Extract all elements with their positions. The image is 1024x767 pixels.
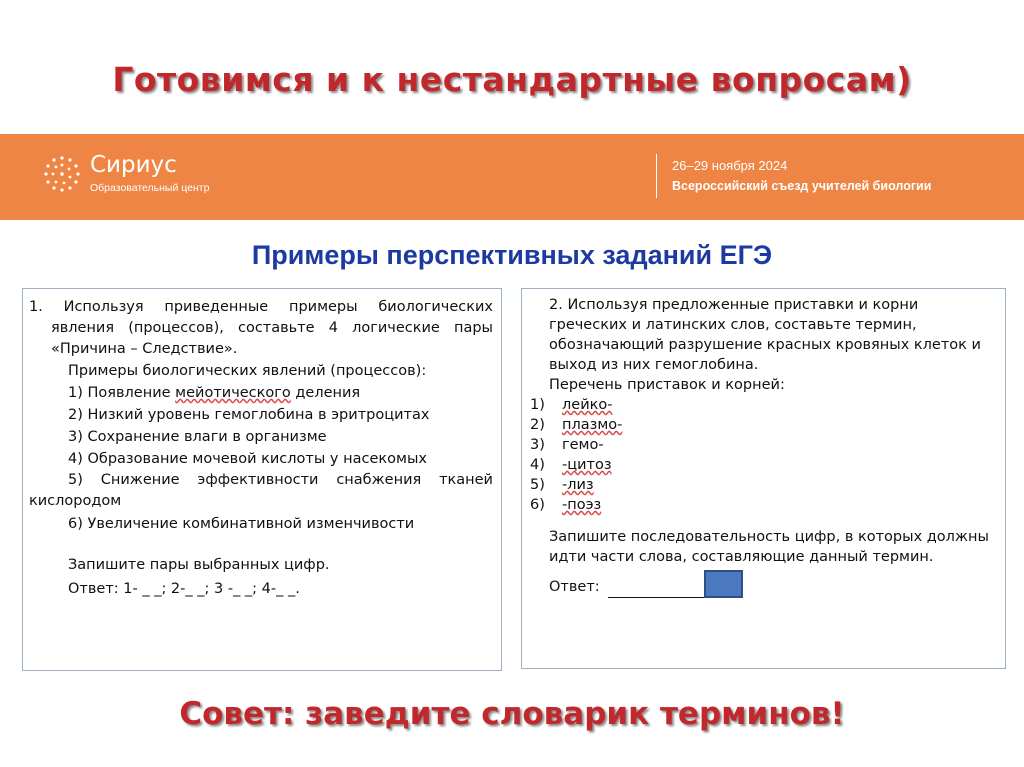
task-2-line: обозначающий разрушение красных кровяных клеток и: [549, 337, 981, 353]
task-2-answer-label: Ответ:: [549, 579, 600, 595]
task-1-item: 4) Образование мочевой кислоты у насекомых: [68, 451, 427, 467]
task-1-item: 5) Снижение эффективности снабжения тканей: [68, 472, 493, 488]
task-2-instruction: Запишите последовательность цифр, в которых должны: [549, 529, 989, 545]
event-name: Всероссийский съезд учителей биологии: [672, 179, 932, 193]
answer-blank-line: [608, 597, 716, 598]
sirius-logo-icon: [42, 154, 82, 194]
task-1-item: 3) Сохранение влаги в организме: [68, 429, 327, 445]
task-2-item-number: 4): [530, 457, 545, 473]
task-2-item-number: 2): [530, 417, 545, 433]
sirius-banner: [0, 134, 1024, 220]
task-2-item-number: 1): [530, 397, 545, 413]
task-2-item-number: 5): [530, 477, 545, 493]
task-1-box: [22, 288, 502, 671]
task-1-line: 1. Используя приведенные примеры биологических: [29, 299, 493, 315]
logo-subtitle: Образовательный центр: [90, 182, 210, 194]
task-2-line: греческих и латинских слов, составьте термин,: [549, 317, 917, 333]
task-2-box: [521, 288, 1006, 669]
task-2-item-text: плазмо-: [562, 417, 623, 433]
task-2-line: выход из них гемоглобина.: [549, 357, 759, 373]
task-1-item: [68, 383, 360, 403]
task-1-item: 2) Низкий уровень гемоглобина в эритроцитах: [68, 407, 430, 423]
task-2-line: 2. Используя предложенные приставки и корни: [549, 297, 919, 313]
task-2-item-text: -лиз: [562, 477, 594, 493]
event-date: 26–29 ноября 2024: [672, 158, 788, 173]
task-1-item: 6) Увеличение комбинативной изменчивости: [68, 516, 415, 532]
task-1-item-underlined: мейотического: [175, 385, 291, 401]
task-1-subheading: Примеры биологических явлений (процессов):: [68, 363, 427, 379]
task-1-item-text: деления: [290, 385, 361, 401]
task-2-item-number: 3): [530, 437, 545, 453]
task-2-item-text: лейко-: [562, 397, 613, 413]
answer-box: [704, 570, 743, 598]
task-2-item-text: -цитоз: [562, 457, 612, 473]
task-1-item: кислородом: [29, 493, 122, 509]
task-1-item-text: 1) Появление: [68, 385, 176, 401]
tip-title: Совет: заведите словарик терминов!: [179, 696, 845, 732]
task-2-item-text: гемо-: [562, 437, 604, 453]
slide-heading: Примеры перспективных заданий ЕГЭ: [251, 240, 773, 270]
task-2-item-text: -поэз: [562, 497, 602, 513]
task-1-instruction: Запишите пары выбранных цифр.: [68, 557, 330, 573]
task-2-instruction: идти части слова, составляющие данный термин.: [549, 549, 934, 565]
slide-title: Готовимся и к нестандартные вопросам): [112, 60, 912, 99]
task-2-item-number: 6): [530, 497, 545, 513]
banner-divider: [656, 154, 657, 198]
logo-name: Сириус: [90, 152, 177, 178]
task-1-line: явления (процессов), составьте 4 логические пары: [51, 320, 493, 336]
task-2-subheading: Перечень приставок и корней:: [549, 377, 785, 393]
task-1-line: «Причина – Следствие».: [51, 341, 238, 357]
task-1-answer: Ответ: 1- _ _; 2-_ _; 3 -_ _; 4-_ _.: [68, 581, 300, 597]
